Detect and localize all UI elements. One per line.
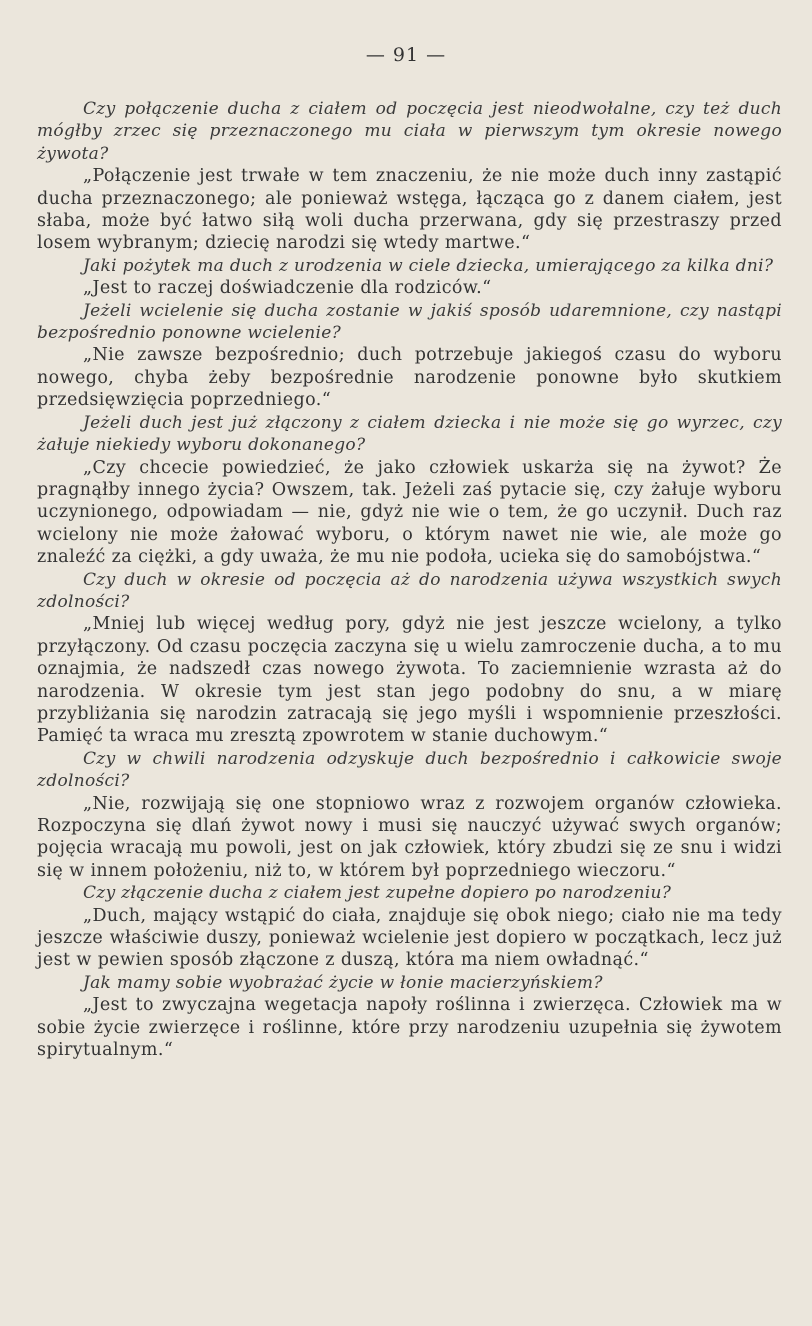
page-number: — 91 — [365,44,447,66]
question-paragraph: Jaki pożytek ma duch z urodzenia w ciele dziecka, umierającego za kilka dni? [83,255,774,276]
answer-paragraph: „Nie zawsze bezpośrednio; duch potrzebuje jakiegoś czasu do wyboru nowego, chyba żeby bezpośrednie narodzenie ponowne było skutkiem przedsięwzięcia poprzedniego.“ [37,345,782,411]
question-paragraph: Jeżeli duch jest już złączony z ciałem dziecka i nie może się go wyrzec, czy żałuje niekiedy wyboru dokonanego? [37,412,782,456]
answer-paragraph: „Jest to zwyczajna wegetacja napoły roślinna i zwierzęca. Człowiek ma w sobie życie zwierzęce i roślinne, które przy narodzeniu uzupełnia się żywotem spirytualnym.“ [37,995,782,1061]
answer-paragraph: „Czy chcecie powiedzieć, że jako człowiek uskarża się na żywot? Że pragnąłby innego życia? Owszem, tak. Jeżeli zaś pytacie się, czy żałuje wyboru uczynionego, odpowiadam — nie, gdyż nie wie o tem, że go uczynił. Duch raz wcielony nie może żałować wyboru, o którym nawet nie wie, ale może go znaleźć za ciężki, a gdy uważa, że mu nie podoła, ucieka się do samobójstwa.“ [37,457,782,568]
question-paragraph: Czy duch w okresie od poczęcia aż do narodzenia używa wszystkich swych zdolności? [37,569,782,612]
answer-paragraph: „Jest to raczej doświadczenie dla rodziców.“ [83,278,492,299]
question-paragraph: Czy złączenie ducha z ciałem jest zupełne dopiero po narodzeniu? [83,883,672,904]
question-paragraph: Czy połączenie ducha z ciałem od poczęcia jest nieodwołalne, czy też duch mógłby zrzec się przeznaczonego mu ciała w pierwszym tym okresie nowego żywota? [37,99,782,164]
answer-paragraph: „Połączenie jest trwałe w tem znaczeniu, że nie może duch inny zastąpić ducha przeznaczonego; ale ponieważ wstęga, łącząca go z danem ciałem, jest słaba, może być łatwo siłą woli ducha przerwana, gdy się przestraszy przed losem wybranym; dziecię narodzi się wtedy martwe.“ [37,166,782,254]
answer-paragraph: „Duch, mający wstąpić do ciała, znajduje się obok niego; ciało nie ma tedy jeszcze właściwie duszy, ponieważ wcielenie jest dopiero w początkach, lecz już jest w pewien sposób złączone z duszą, która ma niem owładnąć.“ [37,905,782,971]
answer-paragraph: „Nie, rozwijają się one stopniowo wraz z rozwojem organów człowieka. Rozpoczyna się dlań żywot nowy i musi się nauczyć używać swych organów; pojęcia wracają mu powoli, jest on jak człowiek, który zbudzi się ze snu i widzi się w innem położeniu, niż to, w którem był poprzedniego wieczoru.“ [37,793,782,881]
answer-paragraph: „Mniej lub więcej według pory, gdyż nie jest jeszcze wcielony, a tylko przyłączony. Od czasu poczęcia zaczyna się u wielu zamroczenie ducha, a to mu oznajmia, że nadszedł czas nowego żywota. To zaciemnienie wzrasta aż do narodzenia. W okresie tym jest stan jego podobny do snu, a w miarę przybliżania się narodzin zatracają się jego myśli i wspomnienie przeszłości. Pamięć ta wraca mu zresztą zpowrotem w stanie duchowym.“ [37,614,782,747]
page-body [37,98,782,1061]
question-paragraph: Czy w chwili narodzenia odzyskuje duch bezpośrednio i całkowicie swoje zdolności? [37,748,782,792]
question-paragraph: Jak mamy sobie wyobrażać życie w łonie macierzyńskiem? [83,972,603,993]
question-paragraph: Jeżeli wcielenie się ducha zostanie w jakiś sposób udaremnione, czy nastąpi bezpośrednio ponowne wcielenie? [37,300,782,344]
